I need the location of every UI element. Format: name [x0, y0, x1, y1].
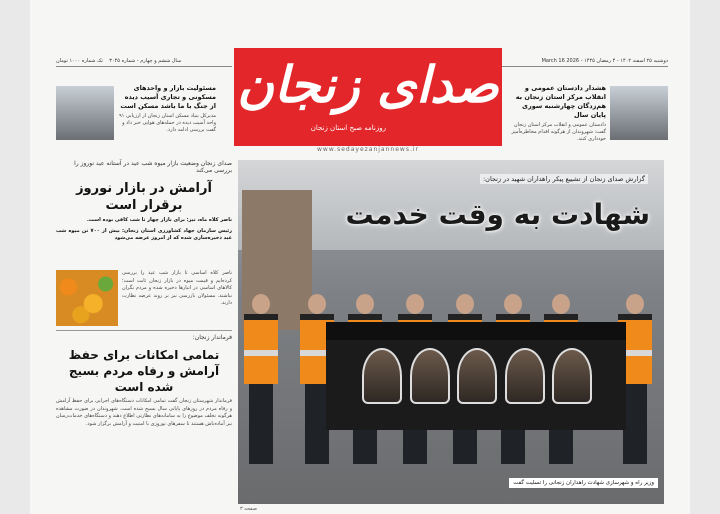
teaser-right-photo	[610, 86, 668, 140]
main-story-headline: شهادت به وقت خدمت	[345, 198, 650, 231]
martyr-portrait	[410, 348, 450, 404]
banner-portraits	[362, 348, 592, 404]
price-line: تک شماره ۱۰۰۰ تومان	[56, 58, 103, 64]
lower-story[interactable]	[56, 334, 232, 428]
page-number: صفحه ۳	[240, 506, 257, 512]
date-line: دوشنبه ۲۵ اسفند ۱۴۰۲ - ۴ رمضان ۱۴۴۵ - March 16 2026	[541, 58, 668, 64]
lower-story-headline: تمامی امکانات برای حفظ آرامش و رفاه مردم بسیج شده است	[68, 348, 220, 394]
header-rule-left	[56, 66, 232, 67]
left-story-body: ناصر کلاه اساسی تا بازار شب عید را بررسی کرده‌ایم و قیمت میوه در بازار زنجان ثابت است؛ کالاهای اساسی در انبارها ذخیره شده و مردم نگران نباشند. مسئولان بازرسی نیز بر روند عرضه نظارت دارند.	[122, 270, 232, 306]
left-story-headline: آرامش در بازار نوروز برقرار است	[76, 181, 212, 213]
left-story-kicker: صدای زنجان وضعیت بازار میوه شب عید در آستانه عید نوروز را بررسی می‌کند	[74, 160, 232, 174]
logo-subtitle: روزنامه صبح استان زنجان	[310, 124, 386, 132]
newspaper-page	[30, 0, 690, 514]
masthead	[234, 48, 502, 146]
photo-person	[244, 294, 278, 464]
main-photo	[238, 160, 664, 504]
lower-story-kicker: فرماندار زنجان:	[192, 334, 232, 341]
martyr-portrait	[552, 348, 592, 404]
main-story-kicker: گزارش صدای زنجان از تشییع پیکر راهداران شهید در زنجان:	[480, 174, 648, 184]
header-rule-right	[488, 66, 668, 67]
left-divider	[56, 330, 232, 331]
teaser-right-body: دادستان عمومی و انقلاب مرکز استان زنجان گفت: شهروندان از هرگونه اقدام مخاطره‌آمیز خودداری کنند.	[511, 122, 606, 142]
main-story[interactable]	[238, 160, 664, 510]
banner-strip	[326, 322, 626, 340]
teaser-left-body: مدیرکل بنیاد مسکن استان زنجان از ارزیابی ۹۱ واحد آسیب دیده در حمله‌های هوایی خبر داد و گفت بررسی ادامه دارد.	[119, 113, 216, 133]
photo-caption: وزیر راه و شهرسازی شهادت راهداران زنجانی را تسلیت گفت	[509, 478, 658, 488]
martyr-portrait	[505, 348, 545, 404]
teaser-right[interactable]	[508, 72, 668, 144]
teaser-left-title: مسئولیت بازار و واحدهای مسکونی و تجاری آسیب دیده از جنگ با ما باشد مسکن است	[120, 84, 216, 110]
teaser-right-title: هشدار دادستان عمومی و انقلاب مرکز استان زنجان به هم‌زدگان چهارشنبه سوری پایان سال	[515, 84, 606, 119]
memorial-banner	[326, 322, 626, 430]
left-story-lead2: رئیس سازمان جهاد کشاورزی استان زنجان: بیش از ۷۰۰ تن میوه شب عید ذخیره‌سازی شده که از امروز عرضه می‌شود	[56, 227, 232, 241]
price-issue-line	[56, 58, 181, 64]
teaser-left[interactable]	[56, 72, 216, 144]
issue-line: سال ششم و چهارم - شماره ۳۰۴۵	[109, 58, 182, 64]
website-url: www.sedayezanjannews.ir	[317, 146, 419, 153]
fruit-photo	[56, 270, 118, 326]
lower-story-body: فرماندار شهرستان زنجان گفت تمامی امکانات دستگاه‌های اجرایی برای حفظ آرامش و رفاه مردم در روزهای پایانی سال بسیج شده است. شهروندان در صورت مشاهده هرگونه تخلف موضوع را به سامانه‌های نظارتی اطلاع دهند و دستگاه‌های خدمات‌رسان نیز آماده‌باش هستند تا سفرهای نوروزی با امنیت و آرامش برگزار شود.	[56, 398, 232, 427]
martyr-portrait	[362, 348, 402, 404]
left-story-lead: ناصر کلاه ماه، تیز: برای بازار چهار تا شب کافی بوده است.	[87, 217, 232, 223]
logo: صدای زنجان	[237, 55, 499, 114]
martyr-portrait	[457, 348, 497, 404]
teaser-left-photo	[56, 86, 114, 140]
